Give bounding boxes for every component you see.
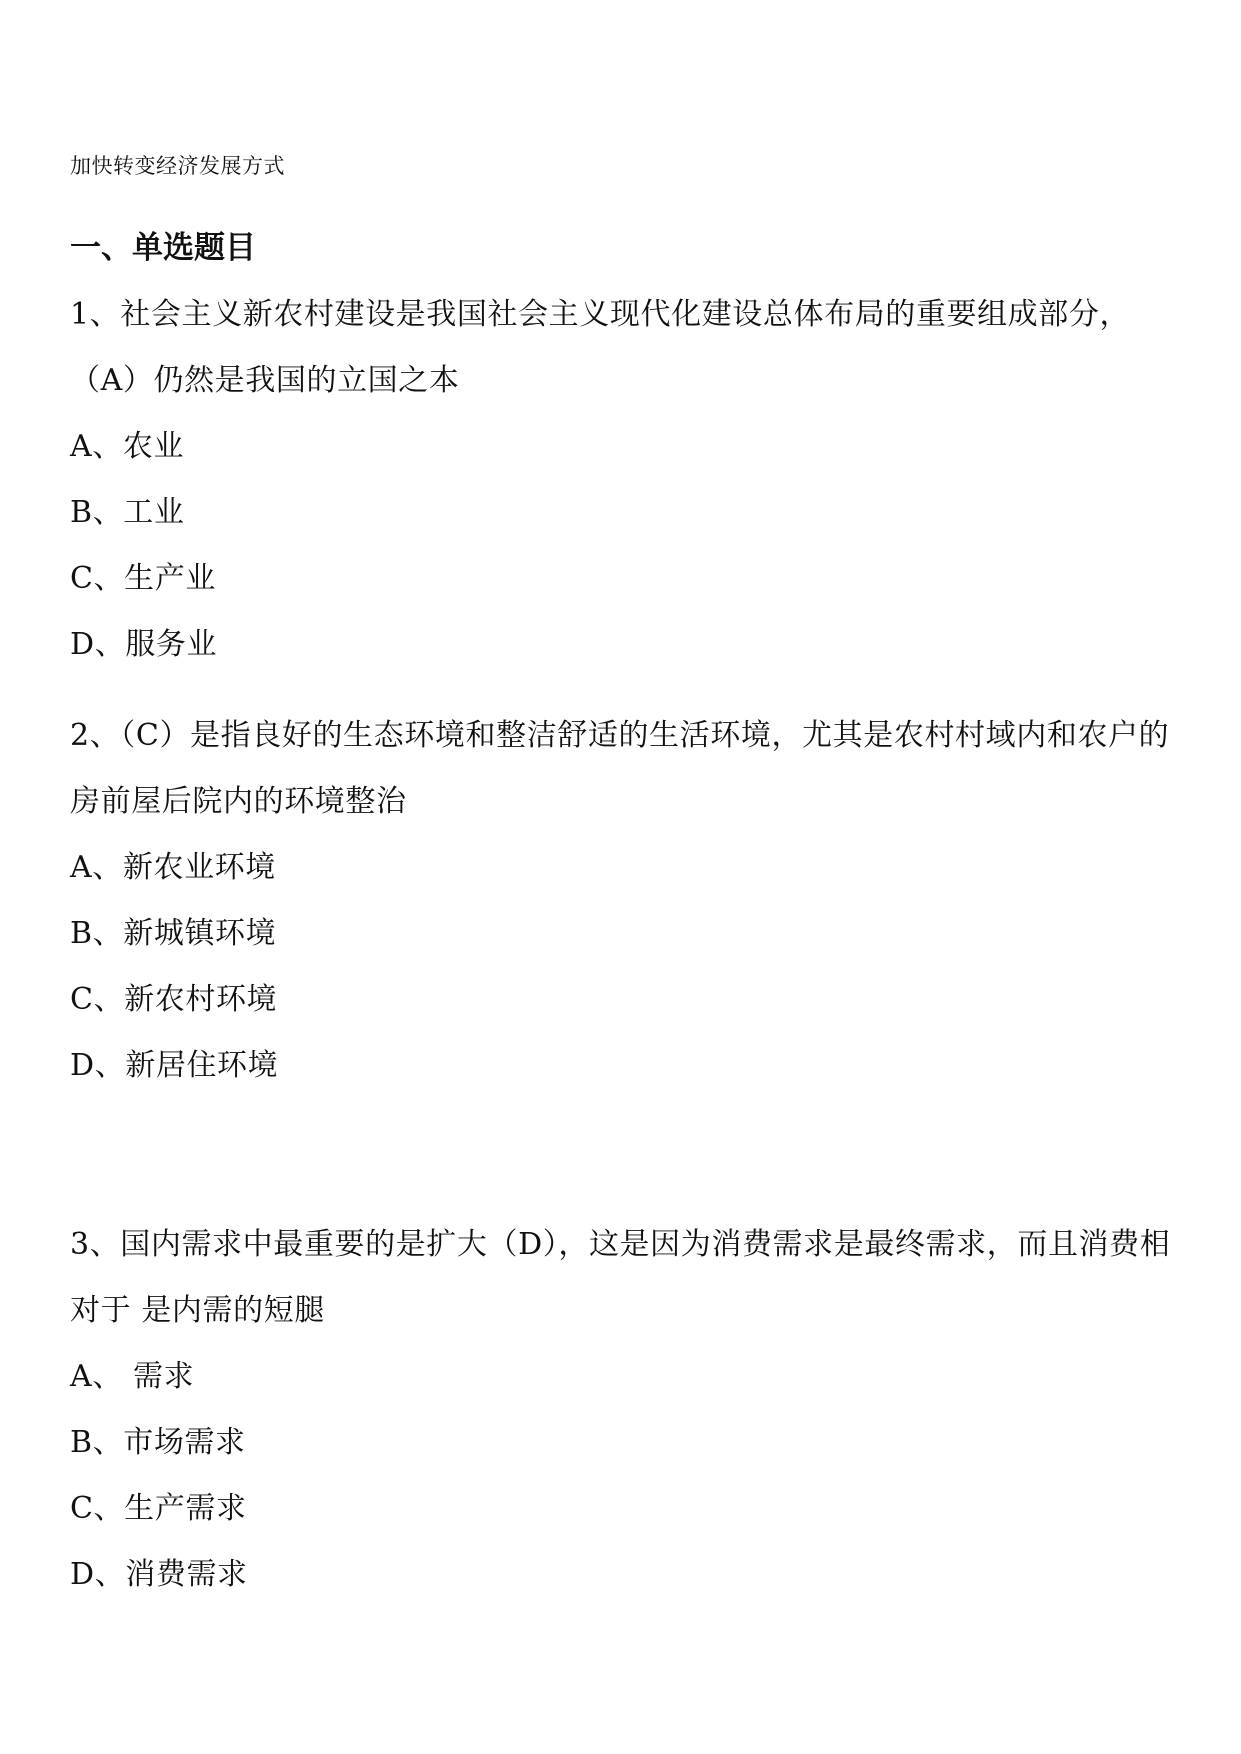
option-a: A、 需求 — [70, 1359, 195, 1394]
option-d: D、消费需求 — [70, 1557, 248, 1592]
option-c: C、生产业 — [70, 561, 216, 596]
option-a: A、农业 — [70, 429, 185, 464]
option-d: D、新居住环境 — [70, 1048, 279, 1083]
question-2 — [70, 703, 1180, 1099]
option-c: C、新农村环境 — [70, 982, 278, 1017]
question-3 — [70, 1212, 1180, 1608]
section-title: 一、单选题目 — [70, 230, 256, 266]
question-stem: 1、社会主义新农村建设是我国社会主义现代化建设总体布局的重要组成部分，（A）仍然是我国的立国之本 — [70, 297, 1131, 398]
option-b: B、新城镇环境 — [70, 916, 277, 951]
question-1 — [70, 282, 1180, 678]
document-header: 加快转变经济发展方式 — [70, 154, 285, 178]
option-c: C、生产需求 — [70, 1491, 247, 1526]
option-a: A、新农业环境 — [70, 850, 276, 885]
option-d: D、服务业 — [70, 627, 218, 662]
question-stem: 2、（C）是指良好的生态环境和整洁舒适的生活环境，尤其是农村村域内和农户的房前屋后院内的环境整治 — [70, 718, 1170, 819]
question-stem: 3、国内需求中最重要的是扩大（D），这是因为消费需求是最终需求，而且消费相对于 是内需的短腿 — [70, 1227, 1171, 1328]
option-b: B、市场需求 — [70, 1425, 246, 1460]
option-b: B、工业 — [70, 495, 185, 530]
